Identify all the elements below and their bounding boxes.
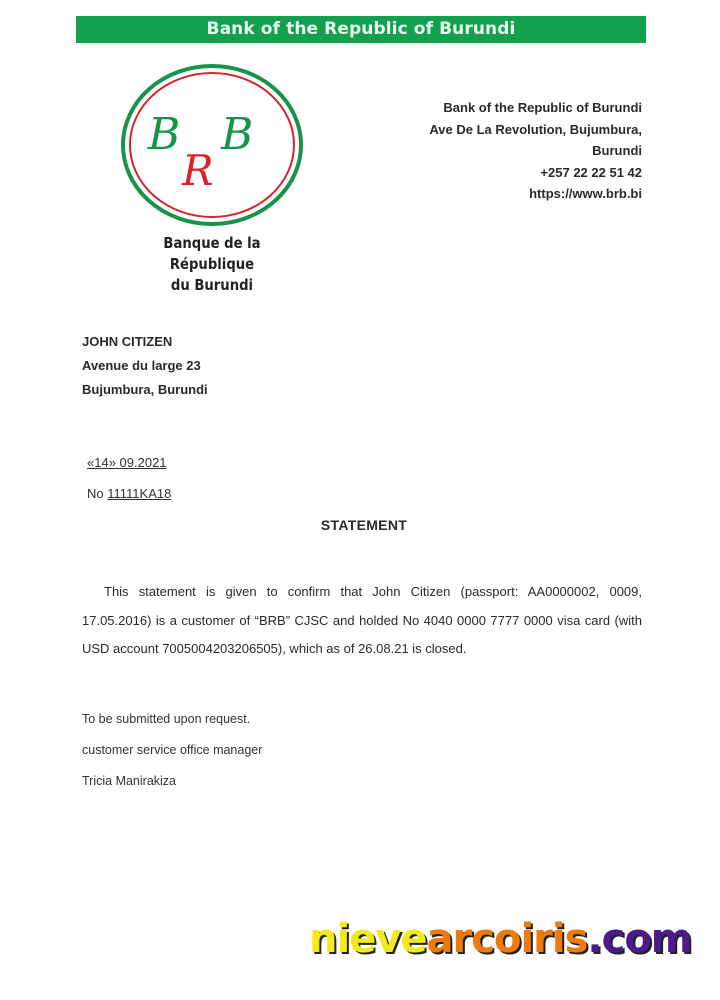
bank-country: Burundi (592, 143, 642, 158)
bank-title-banner: Bank of the Republic of Burundi (76, 16, 646, 43)
svg-text:B: B (148, 109, 181, 160)
closing-block (82, 704, 262, 797)
bank-name: Bank of the Republic of Burundi (443, 100, 642, 115)
document-date: «14» 09.2021 (87, 455, 167, 470)
recipient-street: Avenue du large 23 (82, 358, 201, 373)
document-number (87, 486, 171, 501)
logo-caption (124, 233, 300, 296)
svg-text:B: B (221, 109, 254, 160)
recipient-city: Bujumbura, Burundi (82, 382, 208, 397)
bank-street: Ave De La Revolution, Bujumbura, (429, 121, 642, 137)
recipient-address-block (82, 330, 208, 402)
watermark-part3: .com (587, 916, 692, 962)
watermark-part2: arcoiris (426, 916, 588, 962)
signatory-title: customer service office manager (82, 743, 263, 757)
bank-phone: +257 22 22 51 42 (540, 164, 642, 180)
document-number-label: No (87, 486, 104, 501)
statement-body: This statement is given to confirm that John Citizen (passport: AA0000002, 0009, 17.05.2016) is a customer of “BRB” CJSC and holded No 4040 0000 7777 0000 visa card (with USD account 7005004203206505), which as of 26.08.21 is closed. (82, 584, 642, 656)
logo-caption-line1: Banque de la République (163, 234, 261, 273)
logo-caption-line2: du Burundi (170, 276, 254, 294)
bank-address-block (429, 97, 642, 205)
bank-website: https://www.brb.bi (529, 186, 642, 201)
closing-note: To be submitted upon request. (82, 712, 251, 726)
brb-logo (112, 63, 312, 294)
watermark-part1: nieve (309, 916, 427, 962)
document-number-value: 11111KA18 (107, 486, 172, 501)
signatory-name: Tricia Manirakiza (82, 774, 177, 788)
svg-text:R: R (182, 146, 214, 195)
recipient-name: JOHN CITIZEN (82, 334, 173, 349)
document-title: STATEMENT (320, 517, 408, 533)
watermark-logo (309, 915, 691, 963)
brb-emblem-icon (118, 63, 306, 228)
